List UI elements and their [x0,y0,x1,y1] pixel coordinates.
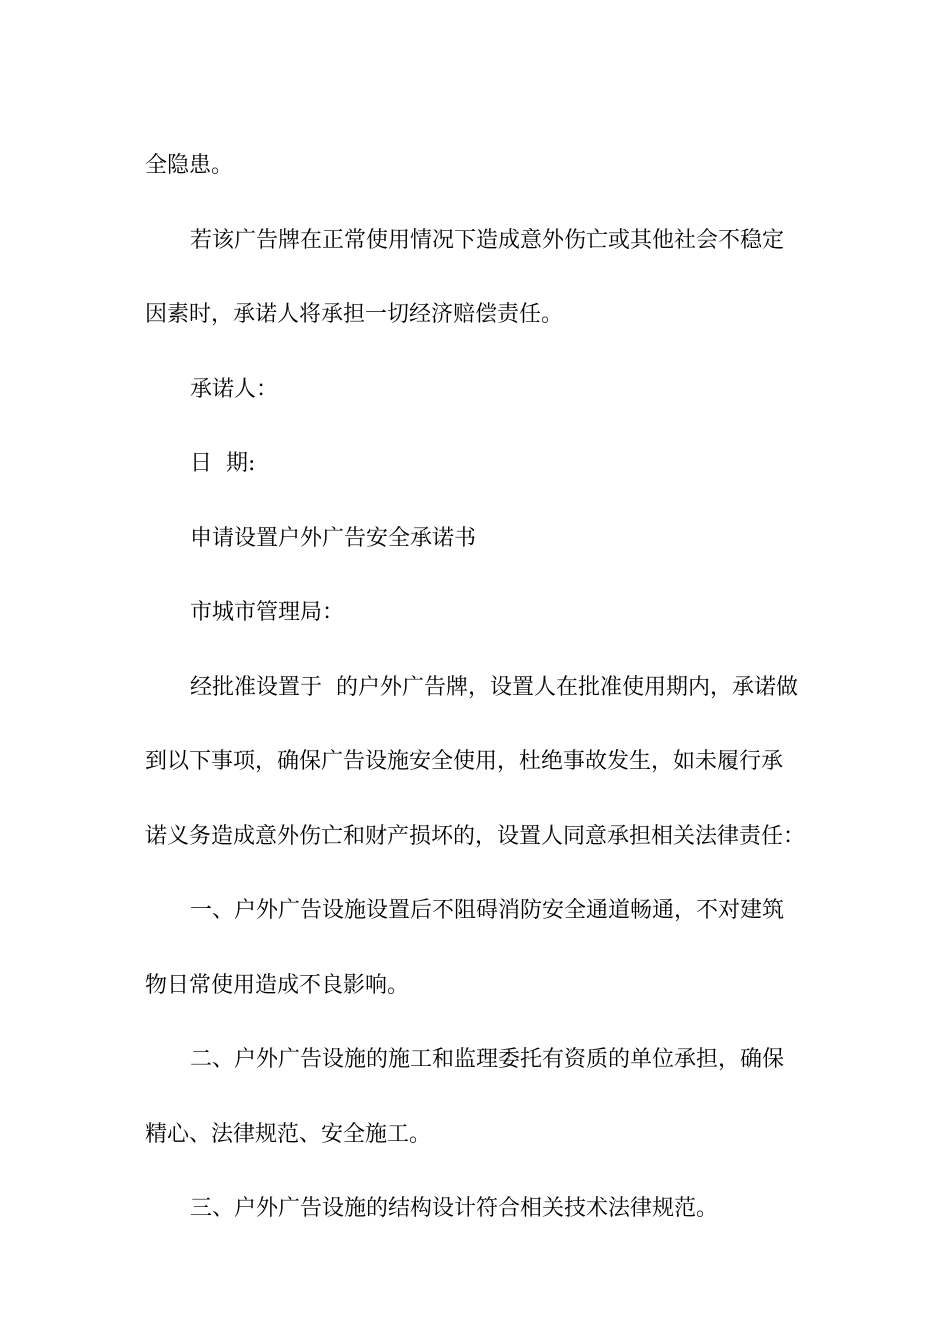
addressee: 市城市管理局： [190,600,345,625]
paragraph-line: 全隐患。 [145,153,234,178]
paragraph-line: 因素时，承诺人将承担一切经济赔偿责任。 [145,302,564,327]
clause-line: 精心、法律规范、安全施工。 [145,1121,432,1147]
paragraph-line: 诺义务造成意外伤亡和财产损坏的，设置人同意承担相关法律责任： [145,823,806,849]
document-title: 申请设置户外广告安全承诺书 [190,525,477,551]
paragraph-line: 若该广告牌在正常使用情况下造成意外伤亡或其他社会不稳定 [190,227,785,253]
clause-line: 物日常使用造成不良影响。 [145,972,410,998]
clause-line: 二、户外广告设施的施工和监理委托有资质的单位承担，确保 [190,1047,785,1072]
document-body [145,129,807,1247]
date-label: 日 期: [190,451,256,476]
paragraph-line: 经批准设置于 的户外广告牌，设置人在批准使用期内，承诺做 [190,674,798,700]
clause-line: 一、户外广告设施设置后不阻碍消防安全通道畅通，不对建筑 [190,898,785,923]
paragraph-line: 到以下事项，确保广告设施安全使用，杜绝事故发生，如未履行承 [145,749,784,774]
clause-line: 三、户外广告设施的结构设计符合相关技术法律规范。 [190,1196,719,1221]
signatory-label: 承诺人： [190,376,279,402]
